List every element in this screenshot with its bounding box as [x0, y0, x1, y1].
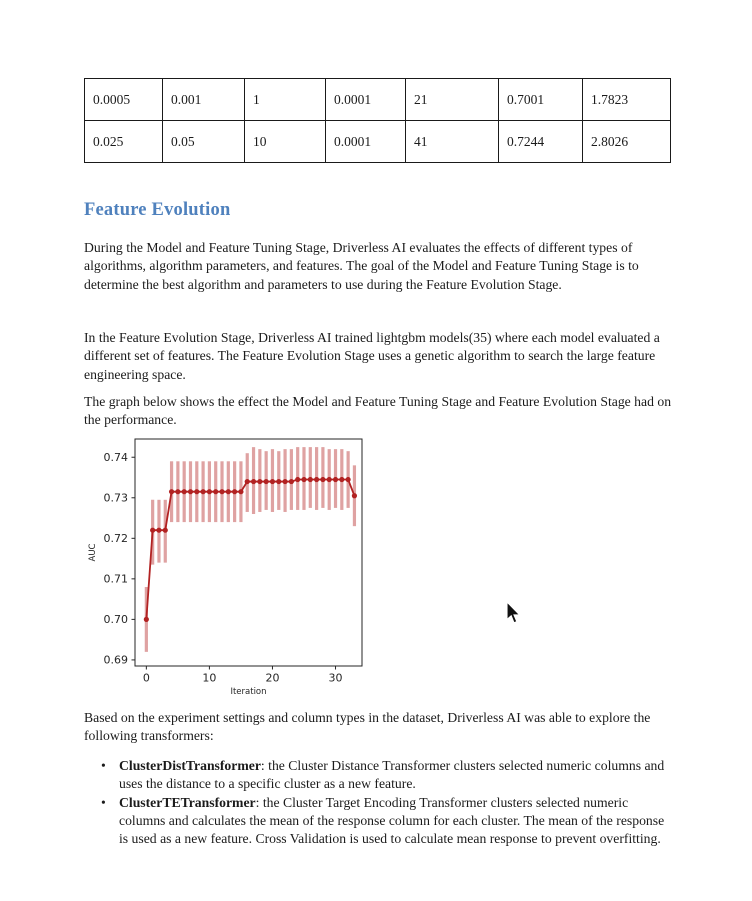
- svg-text:10: 10: [202, 671, 217, 685]
- section-heading: Feature Evolution: [84, 200, 231, 220]
- table-cell: 0.05: [163, 121, 245, 163]
- svg-text:0.74: 0.74: [103, 451, 128, 465]
- table-cell: 1: [245, 79, 326, 121]
- svg-text:30: 30: [328, 671, 343, 685]
- parameters-table: [84, 78, 671, 163]
- table-cell: 1.7823: [583, 79, 671, 121]
- svg-text:20: 20: [265, 671, 280, 685]
- table-cell: 0.7244: [499, 121, 583, 163]
- auc-chart-svg: [88, 431, 380, 699]
- table-row: [85, 121, 671, 163]
- bullet-text: [119, 757, 675, 794]
- svg-text:0.70: 0.70: [103, 613, 128, 627]
- transformer-description: : the Cluster Target Encoding Transformer clusters selected numeric columns and calculates the mean of the response column for each cluster. The mean of the response is used as a new feature. Cross Validation is used to calculate mean response to prevent overfitting.: [119, 794, 665, 847]
- svg-text:0: 0: [142, 671, 150, 685]
- bullet-dot: •: [101, 794, 106, 810]
- svg-text:0.69: 0.69: [103, 653, 128, 667]
- transformer-name: ClusterTETransformer: [119, 794, 256, 810]
- table-cell: 2.8026: [583, 121, 671, 163]
- paragraph-transformers-intro: Based on the experiment settings and column types in the dataset, Driverless AI was able to explore the following transformers:: [84, 710, 651, 744]
- table-cell: 0.001: [163, 79, 245, 121]
- table-cell: 21: [406, 79, 499, 121]
- svg-text:0.73: 0.73: [103, 491, 128, 505]
- table-cell: 0.0001: [326, 121, 406, 163]
- table-cell: 0.7001: [499, 79, 583, 121]
- svg-text:Iteration: Iteration: [230, 687, 267, 697]
- svg-text:0.71: 0.71: [103, 572, 128, 586]
- auc-iteration-chart: [88, 431, 380, 699]
- table-cell: 41: [406, 121, 499, 163]
- bullet-dot: •: [101, 758, 106, 773]
- table-cell: 0.025: [85, 121, 163, 163]
- table-row: [85, 79, 671, 121]
- table-cell: 0.0001: [326, 79, 406, 121]
- list-item: [101, 757, 675, 794]
- table-cell: 10: [245, 121, 326, 163]
- svg-text:0.72: 0.72: [103, 532, 128, 546]
- list-item: [101, 794, 675, 849]
- transformer-name: ClusterDistTransformer: [119, 758, 261, 773]
- mouse-cursor-icon: [506, 602, 524, 626]
- transformer-bullet-list: [101, 757, 675, 848]
- paragraph-graph-intro: The graph below shows the effect the Model and Feature Tuning Stage and Feature Evolution Stage had on the performance.: [84, 394, 672, 428]
- table-cell: 0.0005: [85, 79, 163, 121]
- paragraph-evolution-stage: In the Feature Evolution Stage, Driverless AI trained lightgbm models(35) where each model evaluated a different set of features. The Feature Evolution Stage uses a genetic algorithm to search the large feature engineering space.: [84, 330, 660, 382]
- svg-text:AUC: AUC: [88, 543, 98, 562]
- paragraph-tuning-stage: During the Model and Feature Tuning Stage, Driverless AI evaluates the effects of different types of algorithms, algorithm parameters, and features. The goal of the Model and Feature Tuning Stage is to determine the best algorithm and parameters to use during the Feature Evolution Stage.: [84, 240, 639, 292]
- bullet-text: [119, 794, 675, 849]
- transformer-description: : the Cluster Distance Transformer clusters selected numeric columns and uses the distance to a specific cluster as a new feature.: [119, 758, 665, 792]
